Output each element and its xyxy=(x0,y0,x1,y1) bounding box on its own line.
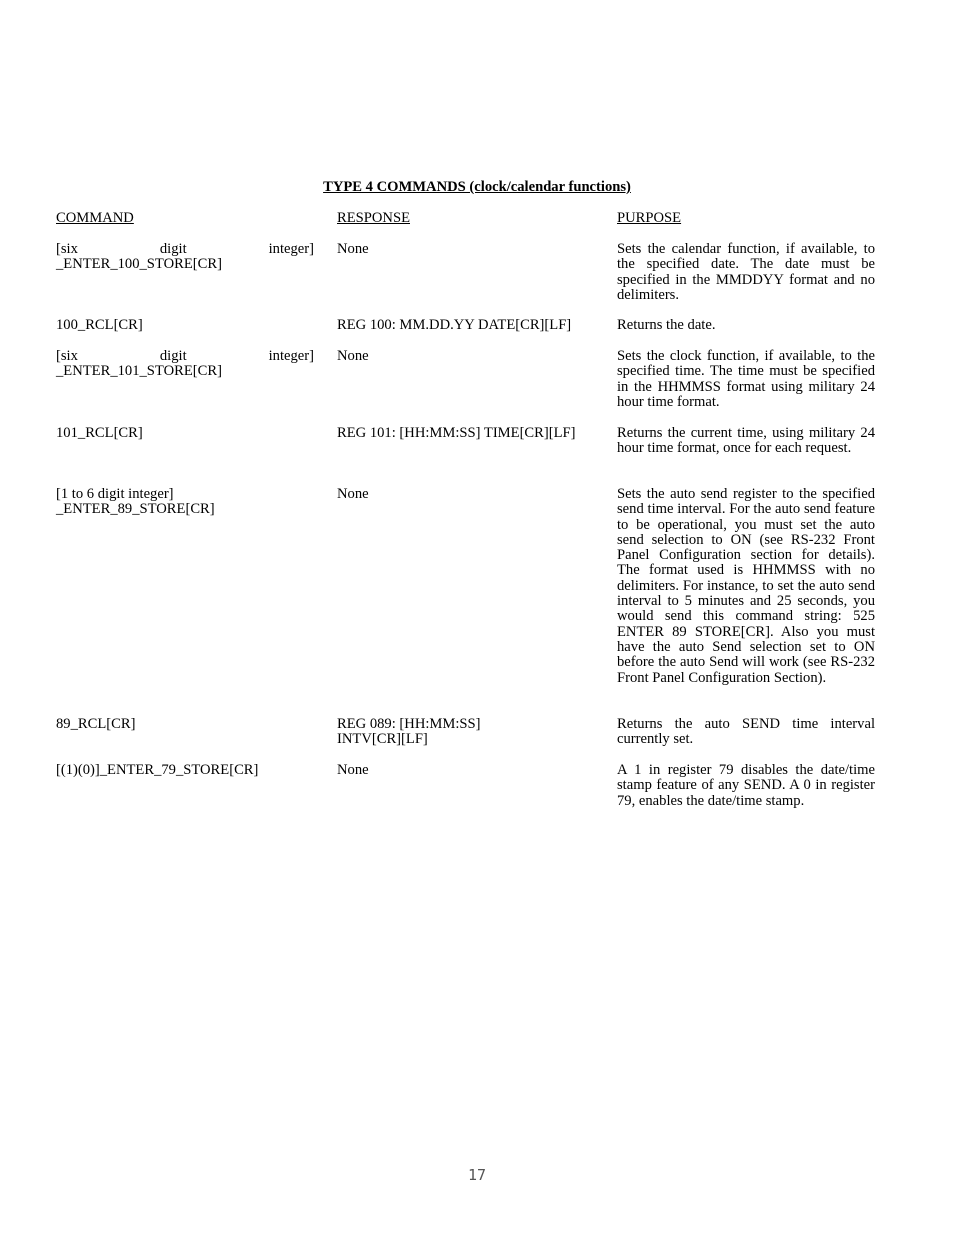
page-number: 17 xyxy=(467,1166,487,1184)
command-line: 89_RCL[CR] xyxy=(56,716,136,732)
response-cell xyxy=(337,763,599,778)
command-cell xyxy=(56,487,314,518)
response-cell xyxy=(337,487,599,502)
response-line: INTV[CR][LF] xyxy=(337,731,428,748)
purpose-cell: Returns the date. xyxy=(617,317,716,333)
response-line: None xyxy=(337,486,369,502)
command-line: [six digit integer] xyxy=(56,348,314,364)
response-line: REG 100: MM.DD.YY DATE[CR][LF] xyxy=(337,317,572,333)
command-cell xyxy=(56,349,314,380)
response-cell xyxy=(337,717,599,748)
command-line: _ENTER_89_STORE[CR] xyxy=(56,501,215,518)
command-cell xyxy=(56,318,314,333)
command-cell xyxy=(56,763,314,778)
response-cell xyxy=(337,426,599,441)
purpose-cell: A 1 in register 79 disables the date/time stamp feature of any SEND. A 0 in register 79, enables the date/time stamp. xyxy=(617,762,875,809)
command-line: _ENTER_101_STORE[CR] xyxy=(56,363,222,380)
response-line: None xyxy=(337,762,369,778)
command-line: [six digit integer] xyxy=(56,241,314,257)
purpose-cell: Sets the calendar function, if available, to the specified date. The date must be specified in the MMDDYY format and no delimiters. xyxy=(617,241,875,303)
response-cell xyxy=(337,349,599,364)
response-cell xyxy=(337,242,599,257)
command-column-header: COMMAND xyxy=(56,210,134,226)
command-line: 100_RCL[CR] xyxy=(56,317,143,333)
command-cell xyxy=(56,426,314,441)
response-line: None xyxy=(337,348,369,364)
command-line: [1 to 6 digit integer] xyxy=(56,486,174,502)
purpose-cell: Returns the auto SEND time interval currently set. xyxy=(617,716,875,748)
response-cell xyxy=(337,318,599,333)
purpose-cell: Sets the clock function, if available, to the specified time. The time must be specified in the HHMMSS format using military 24 hour time format. xyxy=(617,348,875,410)
purpose-column-header: PURPOSE xyxy=(617,210,682,226)
response-line: REG 089: [HH:MM:SS] xyxy=(337,716,481,732)
command-line: 101_RCL[CR] xyxy=(56,425,143,441)
response-line: REG 101: [HH:MM:SS] TIME[CR][LF] xyxy=(337,425,576,441)
command-line: [(1)(0)]_ENTER_79_STORE[CR] xyxy=(56,762,259,778)
command-cell xyxy=(56,717,314,732)
purpose-cell: Returns the current time, using military 24 hour time format, once for each request. xyxy=(617,425,875,457)
purpose-cell: Sets the auto send register to the specified send time interval. For the auto send feature to be operational, you must set the auto send selection to ON (see RS-232 Front Panel Configuration section for details). The format used is HHMMSS with no delimiters. For instance, to set the auto send interval to 5 minutes and 25 seconds, you would send this command string: 525 ENTER 89 STORE[CR]. Also you must have the auto Send selection set to ON before the auto Send will work (see RS-232 Front Panel Configuration Section). xyxy=(617,486,875,686)
page-title: TYPE 4 COMMANDS (clock/calendar functions) xyxy=(323,179,631,195)
response-column-header: RESPONSE xyxy=(337,210,410,226)
command-cell xyxy=(56,242,314,273)
response-line: None xyxy=(337,241,369,257)
command-line: _ENTER_100_STORE[CR] xyxy=(56,256,222,273)
